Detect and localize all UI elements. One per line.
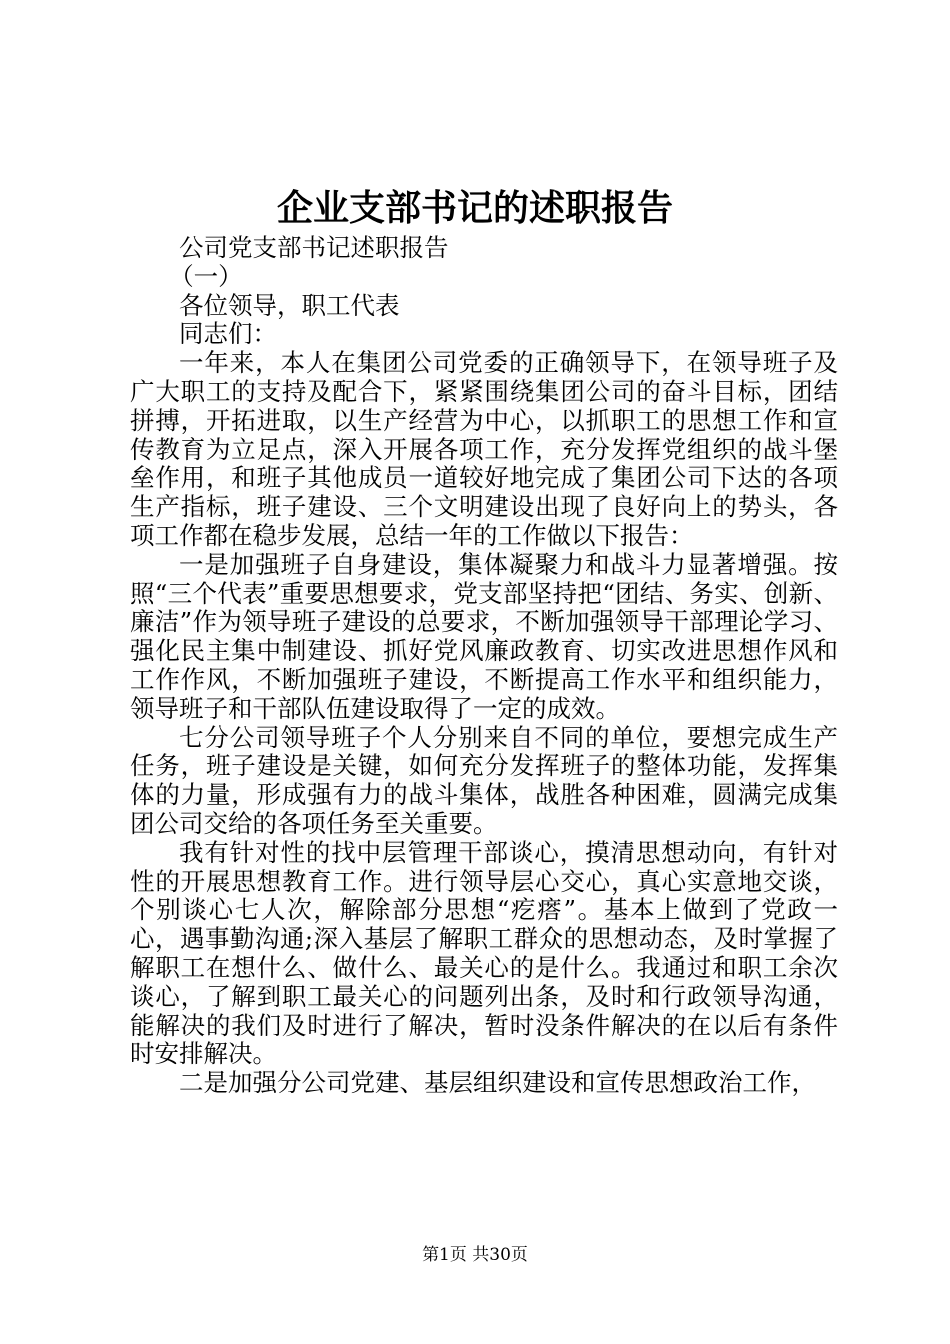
paragraph-subtitle: 公司党支部书记述职报告: [179, 233, 449, 262]
paragraph-team-building: 七分公司领导班子个人分别来自不同的单位，要想完成生产任务，班子建设是关键，如何充分发挥班子的整体功能，发挥集体的力量，形成强有力的战斗集体，战胜各种困难，圆满完成集团公司交给的各项任务至关重要。: [130, 722, 838, 838]
document-body: [130, 234, 838, 1098]
paragraph-greeting: 同志们：: [179, 319, 277, 349]
paragraph-communication: 我有针对性的找中层管理干部谈心，摸清思想动向，有针对性的开展思想教育工作。进行领导层心交心，真心实意地交谈，个别谈心七人次，解除部分思想“疙瘩”。基本上做到了党政一心，遇事勤沟通;深入基层了解职工群众的思想动态，及时掌握了解职工在想什么、做什么、最关心的是什么。我通过和职工余次谈心，了解到职工最关心的问题列出条，及时和行政领导沟通，能解决的我们及时进行了解决，暂时没条件解决的在以后有条件时安排解决。: [130, 837, 838, 1069]
paragraph-salutation: 各位领导，职工代表: [179, 290, 400, 320]
page-footer: 第1页 共30页: [422, 1245, 528, 1265]
paragraph-section-number: （一）: [169, 261, 243, 291]
paragraph-point-one: 一是加强班子自身建设，集体凝聚力和战斗力显著增强。按照“三个代表”重要思想要求，党支部坚持把“团结、务实、创新、廉洁”作为领导班子建设的总要求，不断加强领导干部理论学习、强化民主集中制建设、抓好党风廉政教育、切实改进思想作风和工作作风，不断加强班子建设，不断提高工作水平和组织能力，领导班子和干部队伍建设取得了一定的成效。: [130, 549, 838, 723]
paragraph-point-two: 二是加强分公司党建、基层组织建设和宣传思想政治工作，: [179, 1068, 816, 1098]
document-title: 企业支部书记的述职报告: [276, 187, 673, 229]
paragraph-intro: 一年来，本人在集团公司党委的正确领导下，在领导班子及广大职工的支持及配合下，紧紧围绕集团公司的奋斗目标，团结拼搏，开拓进取，以生产经营为中心，以抓职工的思想工作和宣传教育为立足点，深入开展各项工作，充分发挥党组织的战斗堡垒作用，和班子其他成员一道较好地完成了集团公司下达的各项生产指标，班子建设、三个文明建设出现了良好向上的势头，各项工作都在稳步发展，总结一年的工作做以下报告：: [130, 348, 838, 550]
